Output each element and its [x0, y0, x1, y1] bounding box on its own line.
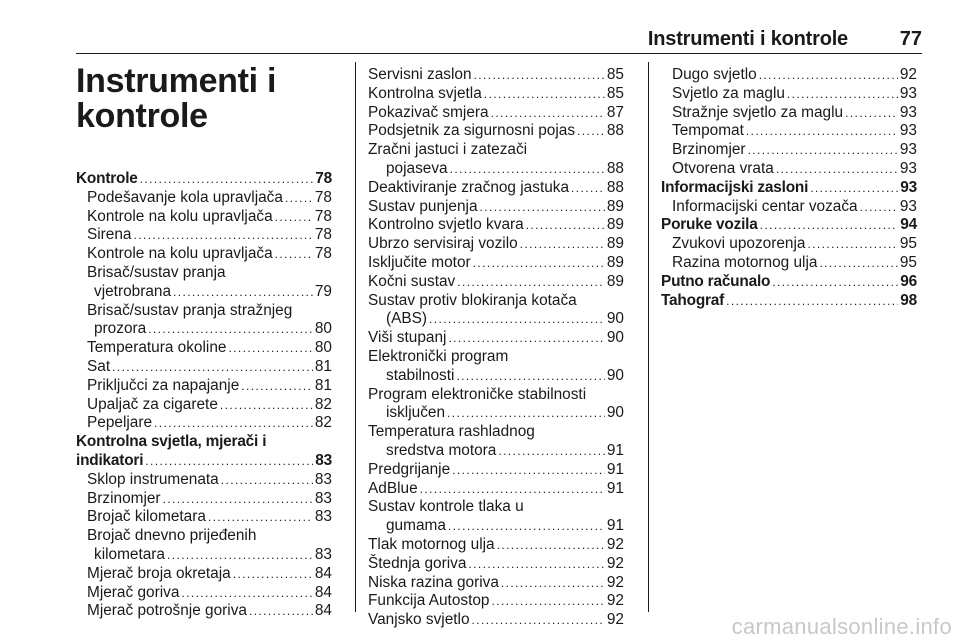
- toc-entry-label: prozora: [94, 320, 147, 338]
- toc-page-number: 78: [314, 226, 332, 244]
- dot-leader: [275, 208, 313, 227]
- toc-entry[interactable]: [76, 565, 332, 584]
- toc-page-number: 88: [606, 122, 624, 140]
- dot-leader: [221, 471, 313, 490]
- dot-leader: [520, 235, 605, 254]
- toc-entry-label: Upaljač za cigarete: [87, 395, 218, 413]
- toc-page-number: 90: [606, 329, 624, 347]
- dot-leader: [787, 85, 898, 104]
- dot-leader: [776, 160, 898, 179]
- toc-page-number: 78: [314, 188, 332, 206]
- toc-entry[interactable]: [368, 517, 624, 536]
- toc-page-number: 90: [606, 404, 624, 422]
- toc-entry-label: Vanjsko svjetlo: [368, 611, 470, 629]
- toc-entry-label: Temperatura okoline: [87, 339, 227, 357]
- dot-leader: [819, 254, 897, 273]
- toc-entry[interactable]: [661, 104, 917, 123]
- toc-entry-label: Sustav kontrole tlaka u: [368, 498, 524, 516]
- toc-entry[interactable]: [368, 461, 624, 480]
- toc-entry-label: Brojač dnevno prijeđenih: [87, 527, 257, 545]
- toc-entry-label: gumama: [386, 517, 446, 535]
- toc-page-number: 89: [606, 197, 624, 215]
- toc-entry-label: isključen: [386, 404, 446, 422]
- toc-page-number: 88: [606, 159, 624, 177]
- dot-leader: [746, 122, 898, 141]
- dot-leader: [112, 358, 313, 377]
- toc-page-number: 92: [606, 554, 624, 572]
- toc-entry[interactable]: [368, 536, 624, 555]
- column-divider-1: [355, 62, 356, 612]
- toc-page-number: 90: [606, 310, 624, 328]
- toc-entry[interactable]: [368, 367, 624, 386]
- toc-entry-label: AdBlue: [368, 479, 418, 497]
- toc-page-number: 93: [900, 178, 917, 196]
- toc-entry[interactable]: [76, 490, 332, 509]
- toc-page-number: 87: [606, 103, 624, 121]
- toc-entry[interactable]: [76, 208, 332, 227]
- dot-leader: [501, 574, 605, 593]
- toc-page-number: 84: [314, 564, 332, 582]
- toc-entry[interactable]: [76, 245, 332, 264]
- toc-entry[interactable]: [76, 584, 332, 603]
- toc-page-number: 93: [899, 84, 917, 102]
- toc-page-number: 89: [606, 235, 624, 253]
- dot-leader: [173, 283, 313, 302]
- toc-entry-label: Pokazivač smjera: [368, 103, 489, 121]
- toc-page-number: 93: [899, 141, 917, 159]
- dot-leader: [480, 198, 605, 217]
- toc-entry-label: Stražnje svjetlo za maglu: [672, 103, 844, 121]
- dot-leader: [181, 584, 313, 603]
- page-number: 77: [899, 28, 922, 50]
- toc-column-2: [368, 66, 624, 630]
- dot-leader: [220, 396, 313, 415]
- dot-leader: [450, 160, 605, 179]
- toc-entry-label: stabilnosti: [386, 366, 455, 384]
- toc-page-number: 83: [314, 470, 332, 488]
- watermark: carmanualsonline.info: [731, 614, 952, 639]
- toc-entry-label: Elektronički program: [368, 347, 509, 365]
- toc-page-number: 89: [606, 253, 624, 271]
- toc-column-3: [661, 66, 917, 310]
- toc-entry-label: Temperatura rashladnog: [368, 423, 535, 441]
- toc-page-number: 92: [606, 592, 624, 610]
- dot-leader: [760, 216, 899, 235]
- dot-leader: [233, 565, 313, 584]
- dot-leader: [167, 546, 313, 565]
- toc-entry[interactable]: [368, 310, 624, 329]
- toc-page-number: 83: [314, 545, 332, 563]
- toc-page-number: 83: [314, 489, 332, 507]
- running-header-title: Instrumenti i kontrole: [647, 28, 848, 50]
- toc-page-number: 91: [606, 441, 624, 459]
- dot-leader: [498, 442, 605, 461]
- toc-page-number: 84: [314, 602, 332, 620]
- toc-page-number: 81: [314, 357, 332, 375]
- toc-entry-label: Funkcija Autostop: [368, 592, 490, 610]
- toc-section[interactable]: [76, 170, 332, 189]
- toc-entry-label: Mjerač potrošnje goriva: [87, 602, 247, 620]
- toc-entry-label: Sat: [87, 357, 111, 375]
- toc-entry-label: Mjerač goriva: [87, 583, 180, 601]
- toc-section[interactable]: [661, 292, 917, 311]
- toc-entry-label: Brzinomjer: [672, 141, 746, 159]
- toc-page-number: 89: [606, 216, 624, 234]
- toc-section-title: Kontrolna svjetla, mjerači i: [76, 433, 267, 451]
- dot-leader: [492, 592, 605, 611]
- dot-leader: [484, 85, 605, 104]
- toc-page-number: 81: [314, 376, 332, 394]
- toc-entry-label: Zračni jastuci i zatezači: [368, 141, 528, 159]
- toc-entry[interactable]: [76, 396, 332, 415]
- dot-leader: [748, 141, 898, 160]
- dot-leader: [845, 104, 898, 123]
- dot-leader: [452, 461, 605, 480]
- toc-entry-label: Priključci za napajanje: [87, 376, 240, 394]
- toc-page-number: 91: [606, 517, 624, 535]
- toc-entry[interactable]: [368, 122, 624, 141]
- dot-leader: [810, 179, 898, 198]
- toc-entry-label: Niska razina goriva: [368, 573, 499, 591]
- toc-page-number: 92: [606, 611, 624, 629]
- dot-leader: [571, 179, 605, 198]
- toc-entry-label: Poruke vozila: [661, 216, 758, 234]
- toc-entry[interactable]: [76, 602, 332, 621]
- toc-entry[interactable]: [76, 471, 332, 490]
- toc-page-number: 91: [606, 460, 624, 478]
- toc-entry[interactable]: [368, 216, 624, 235]
- toc-entry[interactable]: [661, 85, 917, 104]
- toc-entry[interactable]: [661, 66, 917, 85]
- toc-entry[interactable]: [76, 339, 332, 358]
- dot-leader: [468, 555, 604, 574]
- toc-page-number: 80: [314, 339, 332, 357]
- toc-entry-label: Brisač/sustav pranja: [87, 263, 226, 281]
- dot-leader: [134, 226, 313, 245]
- toc-column-1: [76, 170, 332, 621]
- toc-page-number: 95: [899, 235, 917, 253]
- toc-entry-label: indikatori: [76, 451, 144, 469]
- dot-leader: [275, 245, 313, 264]
- dot-leader: [472, 611, 605, 630]
- dot-leader: [448, 517, 605, 536]
- dot-leader: [241, 377, 313, 396]
- toc-entry[interactable]: [661, 235, 917, 254]
- toc-entry[interactable]: [368, 329, 624, 348]
- toc-entry-label: Podsjetnik za sigurnosni pojas: [368, 122, 576, 140]
- toc-entry-label: Informacijski zasloni: [661, 178, 809, 196]
- toc-entry-label: Brojač kilometara: [87, 508, 206, 526]
- dot-leader: [491, 104, 605, 123]
- toc-entry-label: Sklop instrumenata: [87, 470, 219, 488]
- dot-leader: [473, 254, 605, 273]
- toc-section[interactable]: [76, 452, 332, 471]
- toc-entry-label: Otvorena vrata: [672, 159, 774, 177]
- toc-entry-label: Tempomat: [672, 122, 744, 140]
- toc-entry-label: vjetrobrana: [94, 282, 171, 300]
- toc-entry[interactable]: [661, 122, 917, 141]
- toc-entry-label: Dugo svjetlo: [672, 66, 757, 83]
- chapter-title: [76, 64, 336, 134]
- dot-leader: [154, 414, 313, 433]
- toc-entry-label: Razina motornog ulja: [672, 253, 818, 271]
- toc-page-number: 92: [899, 66, 917, 83]
- toc-entry[interactable]: [368, 198, 624, 217]
- toc-page-number: 85: [606, 66, 624, 83]
- toc-entry-label: Mjerač broja okretaja: [87, 564, 231, 582]
- toc-page-number: 82: [314, 395, 332, 413]
- toc-page-number: 93: [899, 103, 917, 121]
- toc-entry-label: Tahograf: [661, 291, 725, 309]
- toc-entry-label: Kontrole na kolu upravljača: [87, 245, 273, 263]
- toc-entry[interactable]: [368, 160, 624, 179]
- toc-page-number: 94: [900, 216, 917, 234]
- toc-entry-label: Ubrzo servisiraj vozilo: [368, 235, 518, 253]
- dot-leader: [807, 235, 897, 254]
- toc-entry[interactable]: [368, 85, 624, 104]
- toc-entry[interactable]: [368, 235, 624, 254]
- toc-entry-label: Putno računalo: [661, 272, 771, 290]
- toc-entry-label: Isključite motor: [368, 253, 471, 271]
- chapter-title-line-1: Instrumenti i: [76, 62, 277, 100]
- toc-entry-label: Brisač/sustav pranja stražnjeg: [87, 301, 293, 319]
- column-divider-2: [648, 62, 649, 612]
- toc-page-number: 88: [606, 178, 624, 196]
- dot-leader: [249, 602, 313, 621]
- toc-page-number: 93: [899, 197, 917, 215]
- toc-entry-label: Sustav punjenja: [368, 197, 478, 215]
- toc-entry[interactable]: [368, 273, 624, 292]
- toc-entry-label: Pepeljare: [87, 414, 153, 432]
- toc-page-number: 78: [314, 245, 332, 263]
- toc-entry[interactable]: [76, 283, 332, 302]
- dot-leader: [448, 329, 604, 348]
- toc-page-number: 92: [606, 573, 624, 591]
- toc-entry-label: kilometara: [94, 545, 165, 563]
- toc-entry[interactable]: [368, 611, 624, 630]
- dot-leader: [420, 480, 605, 499]
- toc-entry[interactable]: [661, 160, 917, 179]
- toc-entry-label: Zvukovi upozorenja: [672, 235, 806, 253]
- toc-page-number: 85: [606, 84, 624, 102]
- toc-page-number: 92: [606, 535, 624, 553]
- dot-leader: [772, 273, 898, 292]
- toc-entry[interactable]: [76, 414, 332, 433]
- dot-leader: [457, 273, 605, 292]
- toc-entry[interactable]: [368, 104, 624, 123]
- dot-leader: [163, 490, 313, 509]
- toc-entry[interactable]: [368, 574, 624, 593]
- dot-leader: [497, 536, 605, 555]
- toc-entry-label: Kontrolna svjetla: [368, 84, 482, 102]
- toc-entry-label: Sustav protiv blokiranja kotača: [368, 291, 577, 309]
- toc-page-number: 93: [899, 122, 917, 140]
- toc-page-number: 79: [314, 282, 332, 300]
- toc-entry-label: Program elektroničke stabilnosti: [368, 385, 587, 403]
- toc-page-number: 78: [314, 207, 332, 225]
- toc-entry-label: Kontrole na kolu upravljača: [87, 207, 273, 225]
- toc-entry[interactable]: [368, 592, 624, 611]
- dot-leader: [759, 66, 898, 85]
- page-header: [0, 0, 960, 56]
- toc-entry[interactable]: [368, 254, 624, 273]
- chapter-title-line-2: kontrole: [76, 97, 208, 135]
- dot-leader: [148, 320, 313, 339]
- toc-entry-label: Viši stupanj: [368, 329, 447, 347]
- toc-entry-label: Brzinomjer: [87, 489, 161, 507]
- toc-entry-label: (ABS): [386, 310, 428, 328]
- toc-entry-label: Deaktiviranje zračnog jastuka: [368, 178, 570, 196]
- toc-entry[interactable]: [368, 555, 624, 574]
- dot-leader: [228, 339, 312, 358]
- toc-page-number: 91: [606, 479, 624, 497]
- toc-entry-label: Sirena: [87, 226, 132, 244]
- toc-entry-label: Informacijski centar vozača: [672, 197, 858, 215]
- toc-entry[interactable]: [76, 508, 332, 527]
- dot-leader: [140, 170, 314, 189]
- toc-section[interactable]: [661, 179, 917, 198]
- toc-entry[interactable]: [368, 442, 624, 461]
- toc-entry[interactable]: [368, 404, 624, 423]
- dot-leader: [526, 216, 605, 235]
- toc-page-number: 93: [899, 159, 917, 177]
- toc-entry-label: Predgrijanje: [368, 460, 451, 478]
- dot-leader: [447, 404, 605, 423]
- toc-page-number: 83: [315, 451, 332, 469]
- dot-leader: [726, 292, 898, 311]
- toc-entry-label: Podešavanje kola upravljača: [87, 188, 283, 206]
- toc-page-number: 98: [900, 291, 917, 309]
- toc-page-number: 95: [899, 253, 917, 271]
- toc-entry-label: Svjetlo za maglu: [672, 84, 785, 102]
- dot-leader: [208, 508, 313, 527]
- toc-entry[interactable]: [368, 66, 624, 85]
- toc-entry-label: pojaseva: [386, 159, 448, 177]
- toc-entry[interactable]: [661, 141, 917, 160]
- toc-entry-label: Tlak motornog ulja: [368, 535, 495, 553]
- toc-entry[interactable]: [76, 358, 332, 377]
- toc-entry[interactable]: [661, 198, 917, 217]
- toc-entry[interactable]: [76, 226, 332, 245]
- dot-leader: [285, 189, 313, 208]
- toc-entry[interactable]: [76, 377, 332, 396]
- toc-entry-label: sredstva motora: [386, 441, 497, 459]
- toc-entry-label: Kontrole: [76, 170, 138, 187]
- dot-leader: [577, 122, 605, 141]
- toc-page-number: 90: [606, 366, 624, 384]
- toc-entry[interactable]: [368, 480, 624, 499]
- toc-entry[interactable]: [661, 254, 917, 273]
- toc-page-number: 83: [314, 508, 332, 526]
- toc-page-number: 80: [314, 320, 332, 338]
- dot-leader: [474, 66, 605, 85]
- toc-page-number: 78: [315, 170, 332, 187]
- dot-leader: [429, 310, 605, 329]
- toc-entry[interactable]: [76, 320, 332, 339]
- header-rule: [76, 53, 922, 54]
- toc-section[interactable]: [661, 216, 917, 235]
- toc-page-number: 96: [900, 272, 917, 290]
- toc-section[interactable]: [661, 273, 917, 292]
- toc-entry[interactable]: [368, 179, 624, 198]
- toc-entry[interactable]: [76, 189, 332, 208]
- dot-leader: [456, 367, 604, 386]
- toc-page-number: 82: [314, 414, 332, 432]
- toc-entry-label: Servisni zaslon: [368, 66, 472, 83]
- toc-entry-label: Štednja goriva: [368, 554, 467, 572]
- toc-page-number: 84: [314, 583, 332, 601]
- toc-entry-label: Kočni sustav: [368, 272, 456, 290]
- dot-leader: [145, 452, 313, 471]
- dot-leader: [860, 198, 898, 217]
- toc-page-number: 89: [606, 272, 624, 290]
- toc-entry-label: Kontrolno svjetlo kvara: [368, 216, 524, 234]
- toc-entry[interactable]: [76, 546, 332, 565]
